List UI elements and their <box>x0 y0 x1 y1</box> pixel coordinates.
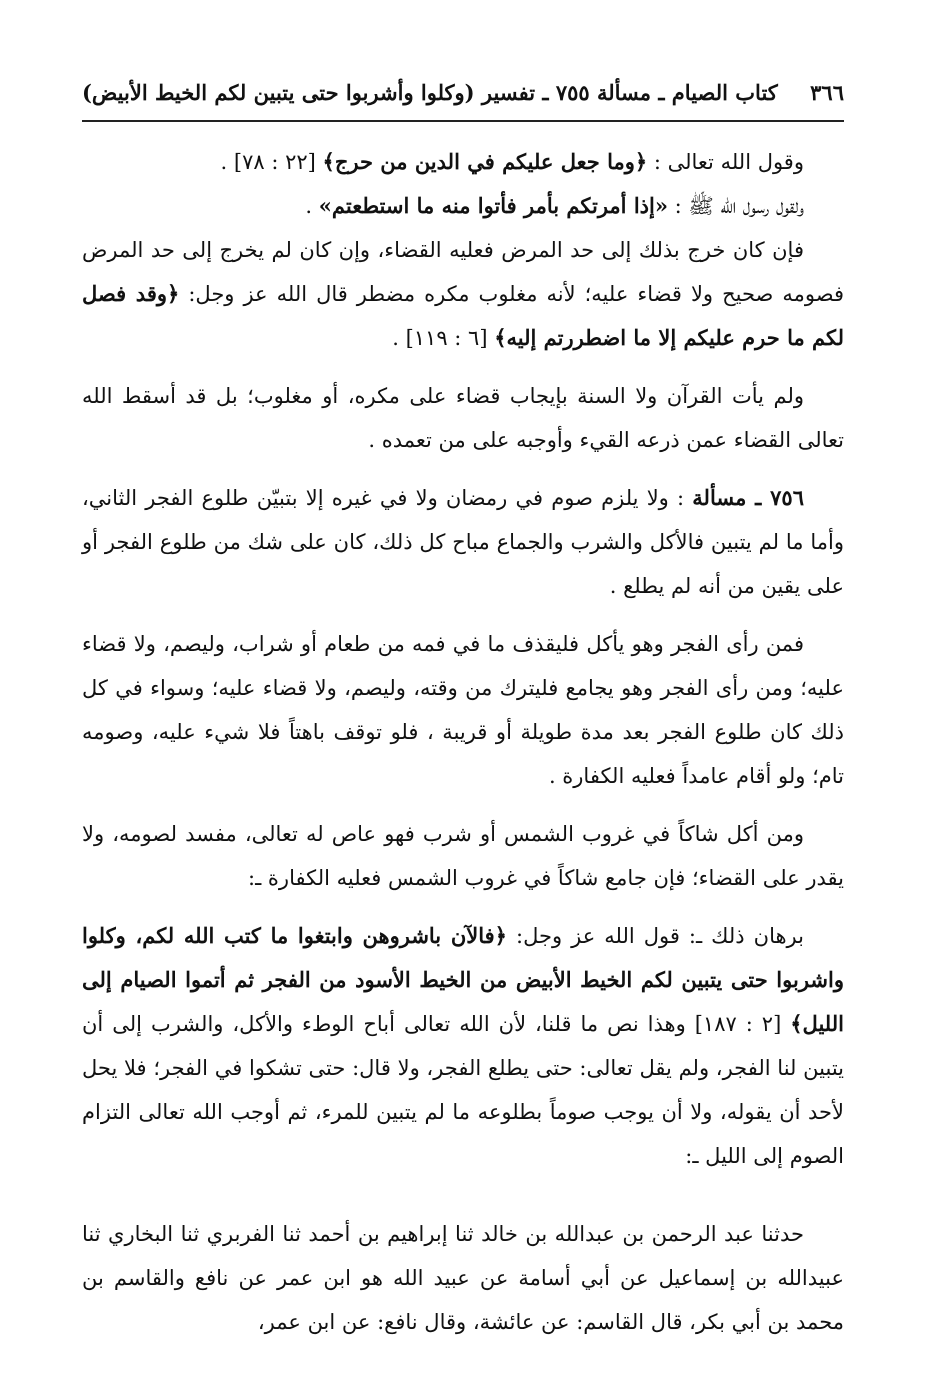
citation-intro: وقول الله تعالى : <box>647 150 804 174</box>
paragraph-illness-ruling <box>82 228 844 360</box>
quran-quote: ﴿وما جعل عليكم في الدين من حرج﴾ <box>322 149 648 174</box>
quran-quote: ﴿وقد فصل لكم ما حرم عليكم إلا ما اضطررتم إليه﴾ <box>82 281 844 350</box>
paragraph-isnad <box>82 1212 844 1344</box>
header-divider <box>82 120 844 122</box>
paragraph-doubt-sunset <box>82 812 844 900</box>
page-body <box>82 140 844 1358</box>
citation-end: . <box>305 194 319 218</box>
section-spacer <box>82 1192 844 1212</box>
masala-label: مسألة <box>692 485 747 510</box>
paragraph-proof <box>82 914 844 1178</box>
paragraph-text: فمن رأى الفجر وهو يأكل فليقذف ما في فمه من طعام أو شراب، وليصم، ولا قضاء عليه؛ ومن رأى الفجر وهو يجامع فليترك من وقته، وليصم، ولا قضاء عليه؛ وسواء في كل ذلك كان طلوع الفجر بعد مدة طويلة أو قريبة ، فلو توقف باهتاً فلا شيء عليه، وصومه تام؛ ولو أقام عامداً فعليه الكفارة . <box>82 632 844 788</box>
page-header <box>82 72 844 112</box>
running-title: كتاب الصيام ـ مسألة ٧٥٥ ـ تفسير (وكلوا وأشربوا حتى يتبين لكم الخيط الأبيض) <box>82 79 778 105</box>
paragraph-masala-756 <box>82 476 844 608</box>
quran-quote: ﴿فالآن باشروهن وابتغوا ما كتب الله لكم، وكلوا واشربوا حتى يتبين لكم الخيط الأبيض من الخيط الأسود من الفجر ثم أتموا الصيام إلى الليل﴾ <box>82 923 844 1036</box>
paragraph-hadith-citation <box>82 184 844 228</box>
paragraph-seeing-fajr <box>82 622 844 798</box>
paragraph-text: [٢ : ١٨٧] وهذا نص ما قلنا، لأن الله تعالى أباح الوطء والأكل، والشرب إلى أن يتبين لنا الفجر، ولم يقل تعالى: حتى يطلع الفجر، ولا قال: حتى تشكوا في الفجر؛ فلا يحل لأحد أن يقوله، ولا أن يوجب صوماً بطلوعه ما لم يتبين للمرء، ثم أوجب الله تعالى التزام الصوم إلى الليل ـ: <box>82 1012 844 1168</box>
paragraph-text: حدثنا عبد الرحمن بن عبدالله بن خالد ثنا إبراهيم بن أحمد ثنا الفربري ثنا البخاري ثنا عبيدالله بن إسماعيل عن أبي أسامة عن عبيد الله هو ابن عمر عن نافع والقاسم بن محمد بن أبي بكر، قال القاسم: عن عائشة، وقال نافع: عن ابن عمر، <box>82 1222 844 1334</box>
page-number: ٣٦٦ <box>810 79 844 105</box>
paragraph-no-qada <box>82 374 844 462</box>
masala-number: ٧٥٦ ـ <box>746 485 804 510</box>
paragraph-text: ولم يأت القرآن ولا السنة بإيجاب قضاء على مكره، أو مغلوب؛ بل قد أسقط الله تعالى القضاء عمن ذرعه القيء وأوجبه على من تعمده . <box>82 384 844 452</box>
hadith-quote: «إذا أمرتكم بأمر فأتوا منه ما استطعتم» <box>318 193 668 218</box>
citation-intro: ولقول رسول الله ﷺ : <box>667 194 804 218</box>
verse-reference: [٢٢ : ٧٨] . <box>220 150 323 174</box>
paragraph-text: : ولا يلزم صوم في رمضان ولا في غيره إلا بتبيّن طلوع الفجر الثاني، وأما ما لم يتبين فالأكل والشرب والجماع مباح كل ذلك، كان على شك من طلوع الفجر أو على يقين من أنه لم يطلع . <box>82 486 844 598</box>
verse-reference: [٦ : ١١٩] . <box>392 326 495 350</box>
paragraph-quran-citation-1 <box>82 140 844 184</box>
proof-intro: برهان ذلك ـ: قول الله عز وجل: <box>506 924 804 948</box>
paragraph-text: ومن أكل شاكاً في غروب الشمس أو شرب فهو عاص له تعالى، مفسد لصومه، ولا يقدر على القضاء؛ فإن جامع شاكاً في غروب الشمس فعليه الكفارة ـ: <box>82 822 844 890</box>
paragraph-text: فإن كان خرج بذلك إلى حد المرض فعليه القضاء، وإن كان لم يخرج إلى حد المرض فصومه صحيح ولا قضاء عليه؛ لأنه مغلوب مكره مضطر قال الله عز وجل: <box>82 238 844 306</box>
